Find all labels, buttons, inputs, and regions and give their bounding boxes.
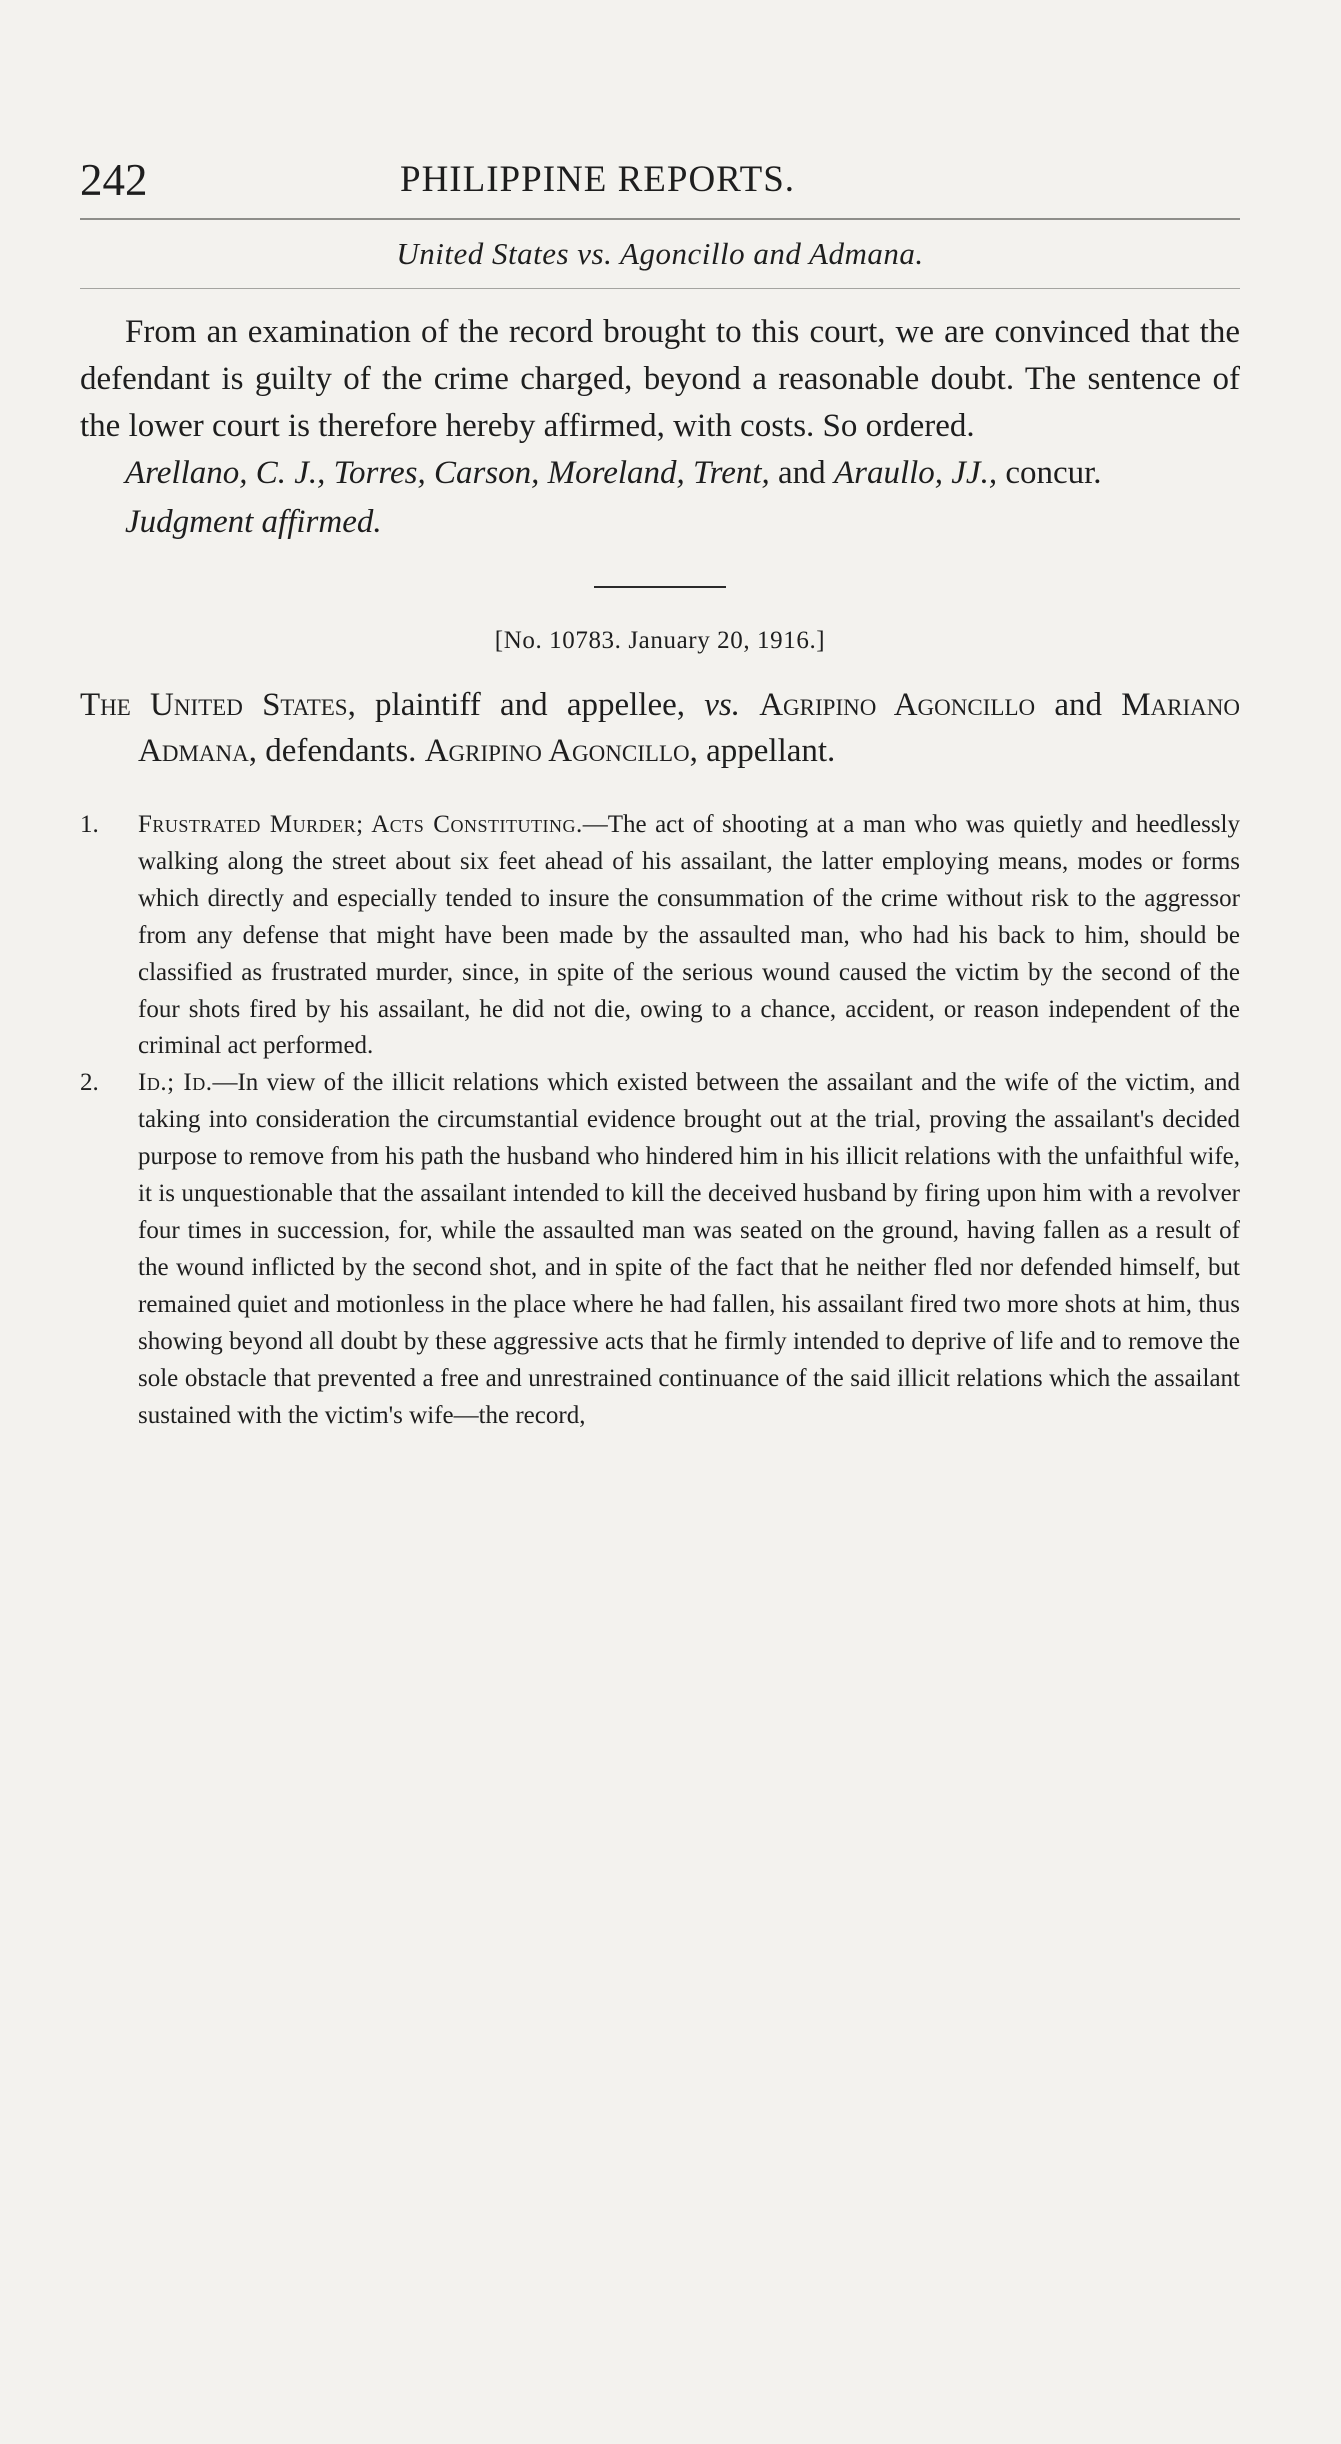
syllabus-text: —The act of shooting at a man who was quietly and heedlessly walking along the street about six feet ahead of his assailant, the latter employing means, modes or forms which directly and especially tended to insure the consummation of the crime without risk to the aggressor from any defense that might have been made by the assaulted man, who had his back to him, should be classified as frustrated murder, since, in spite of the serious wound caused the victim by the second of the four shots fired by his assailant, he did not die, owing to a chance, accident, or reason independent of the criminal act performed. xyxy=(138,811,1240,1060)
judgment-line xyxy=(80,499,1240,546)
page-number: 242 xyxy=(80,155,148,205)
document-page xyxy=(80,150,1240,1434)
concurrence-justices: Arellano, C. J., Torres, Carson, Moreland, Trent, xyxy=(125,455,770,491)
syllabus xyxy=(80,807,1240,1434)
header-rule xyxy=(80,218,1240,220)
case-parties xyxy=(80,682,1240,774)
concurrence-and: and xyxy=(769,455,834,491)
syllabus-number: 2. xyxy=(80,1069,99,1097)
party-defendant-1: Agripino Agoncillo xyxy=(759,687,1036,723)
syllabus-item-2 xyxy=(80,1065,1240,1434)
party-vs: vs. xyxy=(704,687,740,723)
page-header xyxy=(80,150,1240,210)
party-text-1: plaintiff and appellee, xyxy=(355,687,705,723)
concurrence-line xyxy=(80,450,1240,497)
judgment-text: Judgment affirmed. xyxy=(125,504,382,540)
party-defendant-2: Mariano Admana, xyxy=(138,687,1240,769)
syllabus-heading: Frustrated Murder; Acts Constituting. xyxy=(138,811,583,838)
party-appellant: Agripino Agoncillo, xyxy=(424,733,698,769)
party-text-4: appellant. xyxy=(697,733,836,769)
section-divider xyxy=(594,586,726,588)
party-plaintiff: The United States, xyxy=(80,687,356,723)
running-title: PHILIPPINE REPORTS. xyxy=(400,159,796,200)
syllabus-item-1 xyxy=(80,807,1240,1065)
case-caption: United States vs. Agoncillo and Admana. xyxy=(396,236,924,271)
caption-rule xyxy=(80,288,1240,289)
syllabus-heading: Id.; Id. xyxy=(138,1069,213,1097)
party-text-3: defendants. xyxy=(256,733,425,769)
party-text-2: and xyxy=(1035,687,1122,723)
syllabus-text: —In view of the illicit relations which existed between the assailant and the wife of the victim, and taking into consideration the circumstantial evidence brought out at the trial, proving the assailant's decided purpose to remove from his path the husband who hindered him in his illicit relations with the unfaithful wife, it is unquestionable that the assailant intended to kill the deceived husband by firing upon him with a revolver four times in succession, for, while the assaulted man was seated on the ground, having fallen as a result of the wound inflicted by the second shot, and in spite of the fact that he neither fled nor defended himself, but remained quiet and motionless in the place where he had fallen, his assailant fired two more shots at him, thus showing beyond all doubt by these aggressive acts that he firmly intended to deprive of life and to remove the sole obstacle that prevented a free and unrestrained continuance of the said illicit relations which the assailant sustained with the victim's wife—the record, xyxy=(138,1069,1240,1429)
docket-line: [No. 10783. January 20, 1916.] xyxy=(494,627,826,654)
syllabus-number: 1. xyxy=(80,811,99,838)
opinion-paragraph: From an examination of the record brought to this court, we are convinced that the defendant is guilty of the crime charged, beyond a reasonable doubt. The sentence of the lower court is therefore hereby affirmed, with costs. So ordered. xyxy=(80,314,1240,444)
concurrence-tail: concur. xyxy=(997,455,1102,491)
concurrence-last: Araullo, JJ., xyxy=(833,455,998,491)
